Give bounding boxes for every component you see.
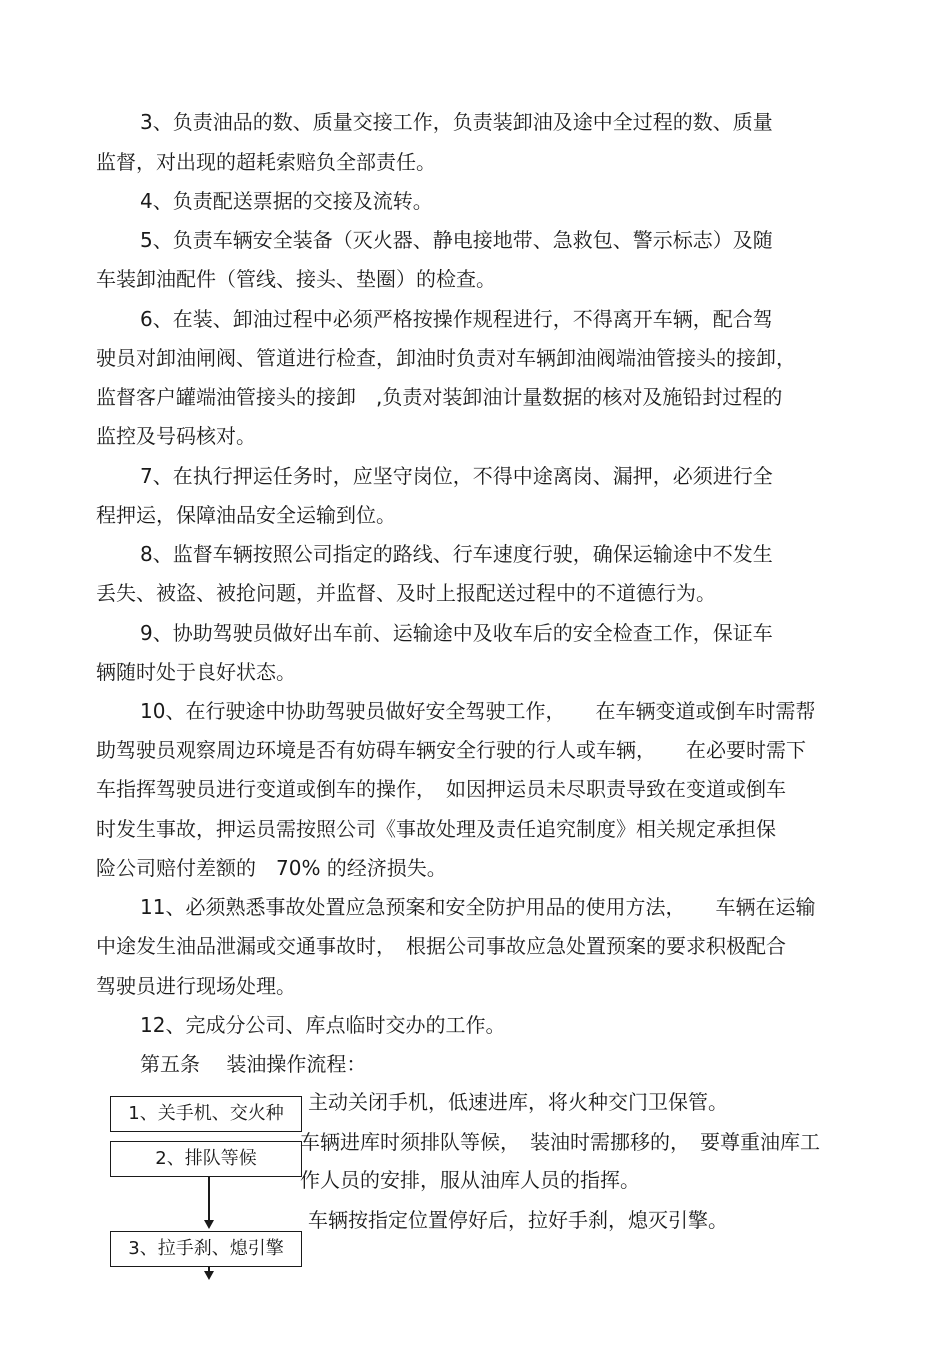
paragraph-5-line-1: 5、负责车辆安全装备（灭火器、静电接地带、急救包、警示标志）及随 (140, 228, 773, 252)
flow-step-3-description: 车辆按指定位置停好后，拉好手刹，熄灭引擎。 (308, 1208, 728, 1232)
paragraph-10-line-3: 车指挥驾驶员进行变道或倒车的操作， 如因押运员未尽职责导致在变道或倒车 (96, 777, 786, 801)
paragraph-6-line-2: 驶员对卸油闸阀、管道进行检查，卸油时负责对车辆卸油阀端油管接头的接卸， (96, 346, 796, 370)
paragraph-11-line-2: 中途发生油品泄漏或交通事故时， 根据公司事故应急处置预案的要求积极配合 (96, 934, 786, 958)
flow-step-1-description: 主动关闭手机，低速进库，将火种交门卫保管。 (308, 1090, 728, 1114)
flow-connector-2-3 (208, 1177, 210, 1221)
flow-arrow-3-next (204, 1271, 214, 1280)
paragraph-10-line-4: 时发生事故，押运员需按照公司《事故处理及责任追究制度》相关规定承担保 (96, 817, 776, 841)
flow-step-3-box (110, 1231, 302, 1267)
paragraph-6-line-1: 6、在装、卸油过程中必须严格按操作规程进行，不得离开车辆，配合驾 (140, 307, 773, 331)
flow-step-1-box (110, 1096, 302, 1132)
flow-step-2-label: 2、排队等候 (155, 1148, 257, 1169)
paragraph-11-line-3: 驾驶员进行现场处理。 (96, 974, 296, 998)
paragraph-8-line-2: 丢失、被盗、被抢问题，并监督、及时上报配送过程中的不道德行为。 (96, 581, 716, 605)
flow-arrow-2-3 (204, 1220, 214, 1229)
flow-step-3-label: 3、拉手刹、熄引擎 (128, 1238, 284, 1259)
paragraph-5-line-2: 车装卸油配件（管线、接头、垫圈）的检查。 (96, 267, 496, 291)
paragraph-6-line-3: 监督客户罐端油管接头的接卸 ,负责对装卸油计量数据的核对及施铅封过程的 (96, 385, 783, 409)
paragraph-7-line-1: 7、在执行押运任务时，应坚守岗位，不得中途离岗、漏押，必须进行全 (140, 464, 773, 488)
paragraph-3-line-2: 监督，对出现的超耗索赔负全部责任。 (96, 150, 436, 174)
paragraph-6-line-4: 监控及号码核对。 (96, 424, 256, 448)
paragraph-11-line-1: 11、必须熟悉事故处置应急预案和安全防护用品的使用方法， 车辆在运输 (140, 895, 816, 919)
paragraph-9-line-1: 9、协助驾驶员做好出车前、运输途中及收车后的安全检查工作，保证车 (140, 621, 773, 645)
paragraph-12-line-1: 12、完成分公司、库点临时交办的工作。 (140, 1013, 506, 1037)
paragraph-9-line-2: 辆随时处于良好状态。 (96, 660, 296, 684)
flow-step-2-description-line-2: 作人员的安排，服从油库人员的指挥。 (300, 1168, 640, 1192)
paragraph-4-line-1: 4、负责配送票据的交接及流转。 (140, 189, 433, 213)
flow-step-2-box (110, 1141, 302, 1177)
paragraph-7-line-2: 程押运，保障油品安全运输到位。 (96, 503, 396, 527)
section-title: 第五条 装油操作流程： (140, 1052, 367, 1076)
paragraph-3-line-1: 3、负责油品的数、质量交接工作，负责装卸油及途中全过程的数、质量 (140, 110, 773, 134)
paragraph-10-line-2: 助驾驶员观察周边环境是否有妨碍车辆安全行驶的行人或车辆， 在必要时需下 (96, 738, 806, 762)
flow-step-2-description-line-1: 车辆进库时须排队等候， 装油时需挪移的， 要尊重油库工 (300, 1130, 820, 1154)
paragraph-10-line-5: 险公司赔付差额的 70% 的经济损失。 (96, 856, 447, 880)
flow-step-1-label: 1、关手机、交火种 (128, 1103, 284, 1124)
paragraph-8-line-1: 8、监督车辆按照公司指定的路线、行车速度行驶，确保运输途中不发生 (140, 542, 773, 566)
paragraph-10-line-1: 10、在行驶途中协助驾驶员做好安全驾驶工作， 在车辆变道或倒车时需帮 (140, 699, 816, 723)
